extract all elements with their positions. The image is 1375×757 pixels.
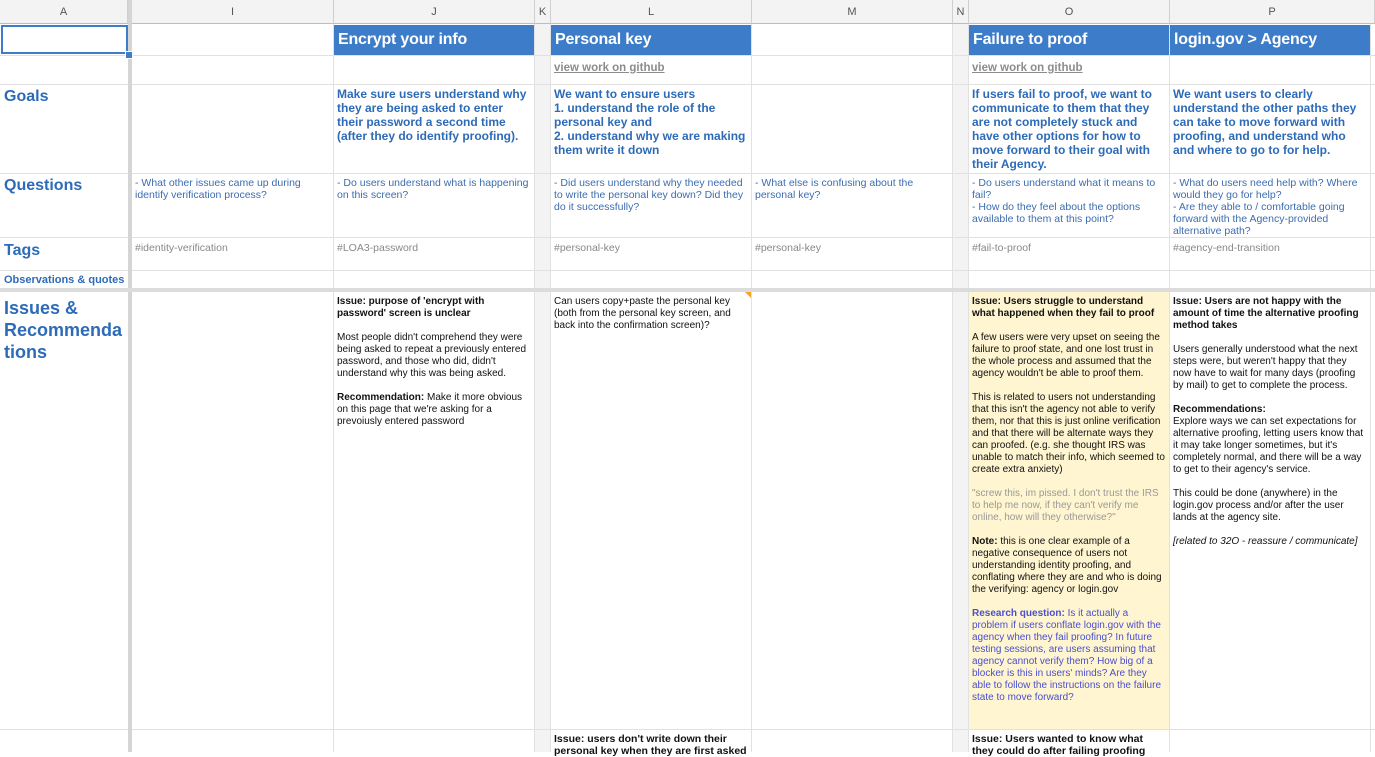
issue-text-p-3: This could be done (anywhere) in the login.gov process and/or after the user lands at the agency site. — [1173, 488, 1344, 523]
frozen-row-divider[interactable] — [0, 288, 1375, 292]
row-label-goals[interactable]: Goals — [4, 88, 49, 105]
row-label-tags[interactable]: Tags — [4, 242, 41, 259]
column-header-o[interactable]: O — [969, 0, 1170, 24]
issue-text-j: Most people didn't comprehend they were being asked to repeat a previously entered password, and those who did, didn't understand why this was being asked. — [337, 332, 527, 379]
issue-text-o-1: A few users were very upset on seeing the failure to proof state, and one lost trust in the whole process and assumed that the agency wouldn't be able to proof them. — [972, 332, 1160, 379]
selected-cell[interactable] — [1, 25, 128, 54]
github-link-personal-key[interactable]: view work on github — [554, 62, 665, 74]
column-header-n[interactable]: N — [953, 0, 969, 24]
issue-text-p-1: Users generally understood what the next steps were, but weren't happy that they now have to wait for many days (proofing by mail) to get to complete the process. — [1173, 344, 1358, 391]
question-cell-p[interactable]: - What do users need help with? Where would they go for help? - Are they able to / comfortable going forward with the Agency-provided alternative path? — [1173, 177, 1358, 237]
column-n-fill — [953, 24, 969, 752]
issue-cell-o[interactable] — [969, 296, 1169, 716]
column-header-p[interactable]: P — [1170, 0, 1375, 24]
tag-cell-j[interactable]: #LOA3-password — [337, 242, 419, 254]
issue-cell-l[interactable] — [551, 296, 747, 344]
tag-cell-p[interactable]: #agency-end-transition — [1173, 242, 1280, 254]
issue-next-title-l[interactable]: Issue: users don't write down their personal key when they are first asked — [554, 733, 747, 757]
column-header-j[interactable]: J — [334, 0, 535, 24]
tag-cell-o[interactable]: #fail-to-proof — [972, 242, 1031, 254]
issue-research-question-o: Research question: Is it actually a problem if users conflate login.gov with the agency when they fail proofing? In future testing sessions, are users assuming that agency cannot verify them? How big of a blocker is this in users' minds? Are they able to follow the instructions on the failure state to move forward? — [972, 608, 1161, 703]
issue-quote-o: "screw this, im pissed. I don't trust the IRS to help me now, if they can't verify me online, how will they otherwise?" — [972, 488, 1159, 523]
column-header-i[interactable]: I — [132, 0, 334, 24]
frozen-column-divider[interactable] — [128, 0, 132, 752]
row-label-issues[interactable]: Issues & Recommendations — [4, 298, 123, 362]
goal-cell-p[interactable]: We want users to clearly understand the other paths they can take to move forward with proofing, and understand who and where to go to for help. — [1173, 87, 1357, 157]
issue-title-o: Issue: Users struggle to understand what happened when they fail to proof — [972, 296, 1155, 319]
github-link-failure-to-proof[interactable]: view work on github — [972, 62, 1083, 74]
tag-cell-l[interactable]: #personal-key — [554, 242, 620, 254]
issue-note-o: Note: this is one clear example of a negative consequence of users not understanding identity proofing, and conflating where they are and who is doing the verifying: agency or login.gov — [972, 536, 1162, 595]
issue-cell-j[interactable] — [334, 296, 534, 440]
column-k-fill — [535, 24, 551, 752]
issue-text-o-2: This is related to users not understanding that this isn't the agency not able to verify them, nor that this is just online verification and that there will be alternate ways they can proofed. (e.g. she thought IRS was unable to match their info, which seemed to create extra anxiety) — [972, 392, 1165, 475]
column-header-k[interactable]: K — [535, 0, 551, 24]
row-label-questions[interactable]: Questions — [4, 177, 83, 194]
question-cell-i[interactable]: - What other issues came up during identify verification process? — [135, 177, 301, 201]
issue-related-p: [related to 32O - reassure / communicate] — [1173, 536, 1358, 547]
column-header-m[interactable]: M — [752, 0, 953, 24]
issue-title-j: Issue: purpose of 'encrypt with password' screen is unclear — [337, 296, 485, 319]
question-cell-l[interactable]: - Did users understand why they needed to write the personal key down? Did they do it successfully? — [554, 177, 744, 213]
issue-title-p: Issue: Users are not happy with the amount of time the alternative proofing method takes — [1173, 296, 1359, 331]
question-cell-o[interactable]: - Do users understand what it means to fail? - How do they feel about the options available to them at this point? — [972, 177, 1156, 225]
question-cell-j[interactable]: - Do users understand what is happening on this screen? — [337, 177, 529, 201]
comment-indicator[interactable] — [745, 292, 751, 298]
column-header-a[interactable]: A — [0, 0, 128, 24]
issue-next-title-o[interactable]: Issue: Users wanted to know what they could do after failing proofing — [972, 733, 1146, 757]
tag-cell-m[interactable]: #personal-key — [755, 242, 821, 254]
fill-handle[interactable] — [125, 51, 133, 59]
tag-cell-i[interactable]: #identity-verification — [135, 242, 228, 254]
header-login-agency[interactable]: login.gov > Agency — [1170, 25, 1370, 55]
issue-rec-p: Recommendations: Explore ways we can set expectations for alternative proofing, letting users know that it may take longer sometimes, but it's completely normal, and there will be a way to get to their agency's service. — [1173, 404, 1364, 475]
header-personal-key[interactable]: Personal key — [551, 25, 751, 55]
row-label-observations[interactable]: Observations & quotes — [4, 274, 125, 286]
header-encrypt-your-info[interactable]: Encrypt your info — [334, 25, 534, 55]
goal-cell-j[interactable]: Make sure users understand why they are being asked to enter their password a second time (after they do identify proofing). — [337, 87, 527, 143]
issue-cell-p[interactable] — [1170, 296, 1370, 560]
header-failure-to-proof[interactable]: Failure to proof — [969, 25, 1169, 55]
issue-text-l: Can users copy+paste the personal key (both from the personal key screen, and back into the confirmation screen)? — [554, 296, 731, 331]
question-cell-m[interactable]: - What else is confusing about the personal key? — [755, 177, 914, 201]
goal-cell-l[interactable]: We want to ensure users 1. understand the role of the personal key and 2. understand why we are making them write it down — [554, 87, 746, 157]
goal-cell-o[interactable]: If users fail to proof, we want to communicate to them that they are not completely stuck and have other options for how to move forward to their goal with their Agency. — [972, 87, 1153, 171]
issue-rec-j: Recommendation: Make it more obvious on this page that we're asking for a prevoiusly entered password — [337, 392, 523, 427]
column-header-l[interactable]: L — [551, 0, 752, 24]
